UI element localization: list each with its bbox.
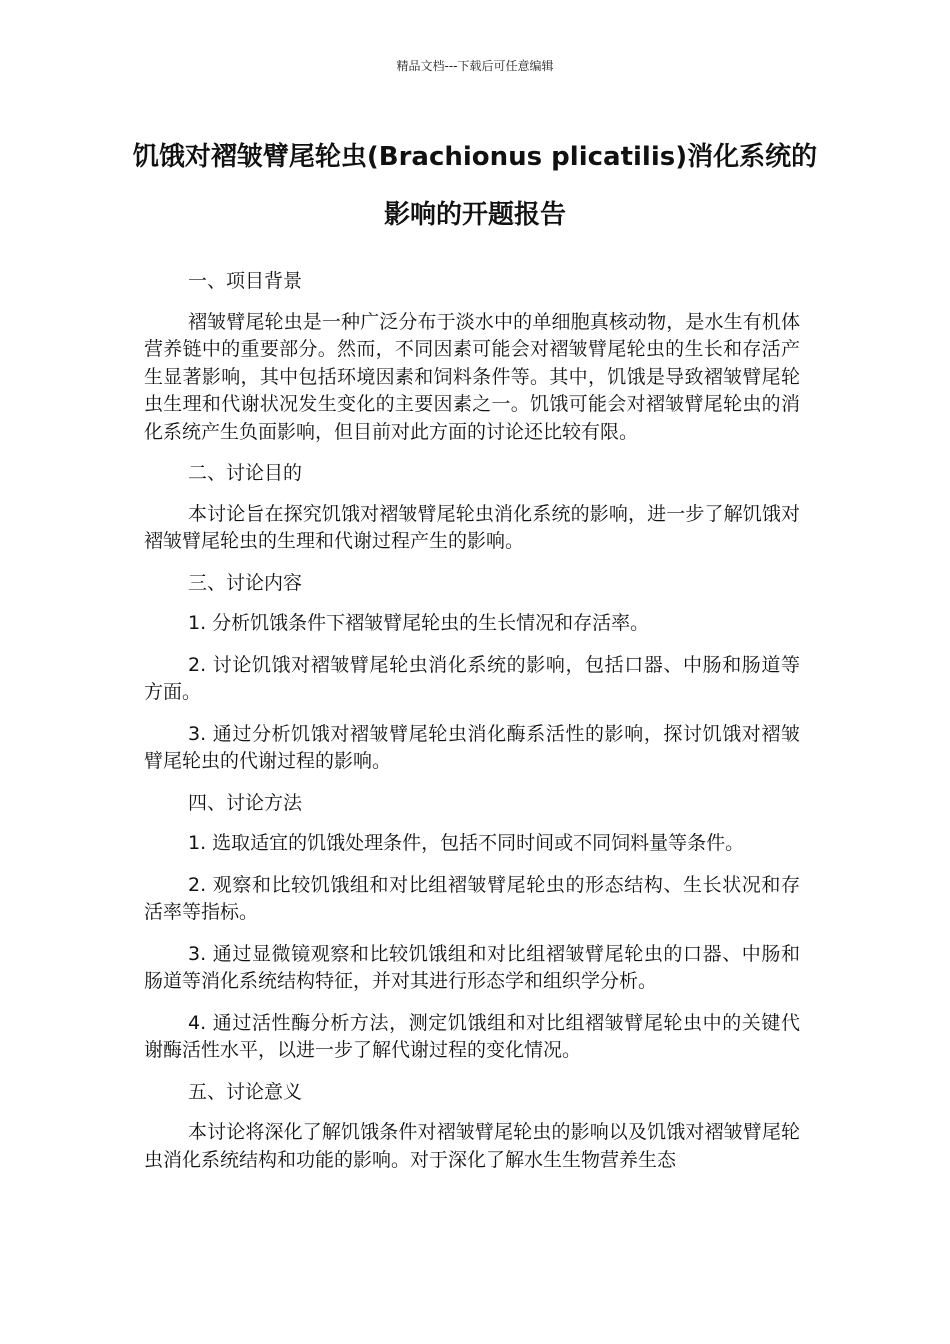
paragraph: 本讨论旨在探究饥饿对褶皱臂尾轮虫消化系统的影响，进一步了解饥饿对褶皱臂尾轮虫的生理和代谢过程产生的影响。 — [144, 502, 800, 552]
list-item: 2. 观察和比较饥饿组和对比组褶皱臂尾轮虫的形态结构、生长状况和存活率等指标。 — [144, 873, 800, 923]
list-item: 3. 通过显微镜观察和比较饥饿组和对比组褶皱臂尾轮虫的口器、中肠和肠道等消化系统结构特征，并对其进行形态学和组织学分析。 — [144, 942, 800, 992]
section-heading: 四、讨论方法 — [188, 791, 303, 814]
document-body — [144, 268, 800, 1188]
list-item: 1. 分析饥饿条件下褶皱臂尾轮虫的生长情况和存活率。 — [188, 612, 650, 634]
list-item: 4. 通过活性酶分析方法，测定饥饿组和对比组褶皱臂尾轮虫中的关键代谢酶活性水平，以进一步了解代谢过程的变化情况。 — [144, 1011, 800, 1061]
list-item: 2. 讨论饥饿对褶皱臂尾轮虫消化系统的影响，包括口器、中肠和肠道等方面。 — [144, 653, 800, 703]
list-item: 3. 通过分析饥饿对褶皱臂尾轮虫消化酶系活性的影响，探讨饥饿对褶皱臂尾轮虫的代谢过程的影响。 — [144, 722, 800, 772]
header-note: 精品文档---下载后可任意编辑 — [396, 59, 554, 73]
section-heading: 一、项目背景 — [188, 270, 303, 292]
section-heading: 二、讨论目的 — [188, 462, 303, 484]
section-heading: 三、讨论内容 — [188, 571, 303, 594]
paragraph: 褶皱臂尾轮虫是一种广泛分布于淡水中的单细胞真核动物，是水生有机体营养链中的重要部分。然而，不同因素可能会对褶皱臂尾轮虫的生长和存活产生显著影响，其中包括环境因素和饲料条件等。其中，饥饿是导致褶皱臂尾轮虫生理和代谢状况发生变化的主要因素之一。饥饿可能会对褶皱臂尾轮虫的消化系统产生负面影响，但目前对此方面的讨论还比较有限。 — [144, 310, 800, 443]
section-heading: 五、讨论意义 — [188, 1080, 303, 1103]
document-title: 饥饿对褶皱臂尾轮虫(Brachionus plicatilis)消化系统的影响的开题报告 — [132, 142, 818, 230]
list-item: 1. 选取适宜的饥饿处理条件，包括不同时间或不同饲料量等条件。 — [188, 832, 745, 854]
paragraph: 本讨论将深化了解饥饿条件对褶皱臂尾轮虫的影响以及饥饿对褶皱臂尾轮虫消化系统结构和功能的影响。对于深化了解水生生物营养生态 — [144, 1121, 800, 1171]
